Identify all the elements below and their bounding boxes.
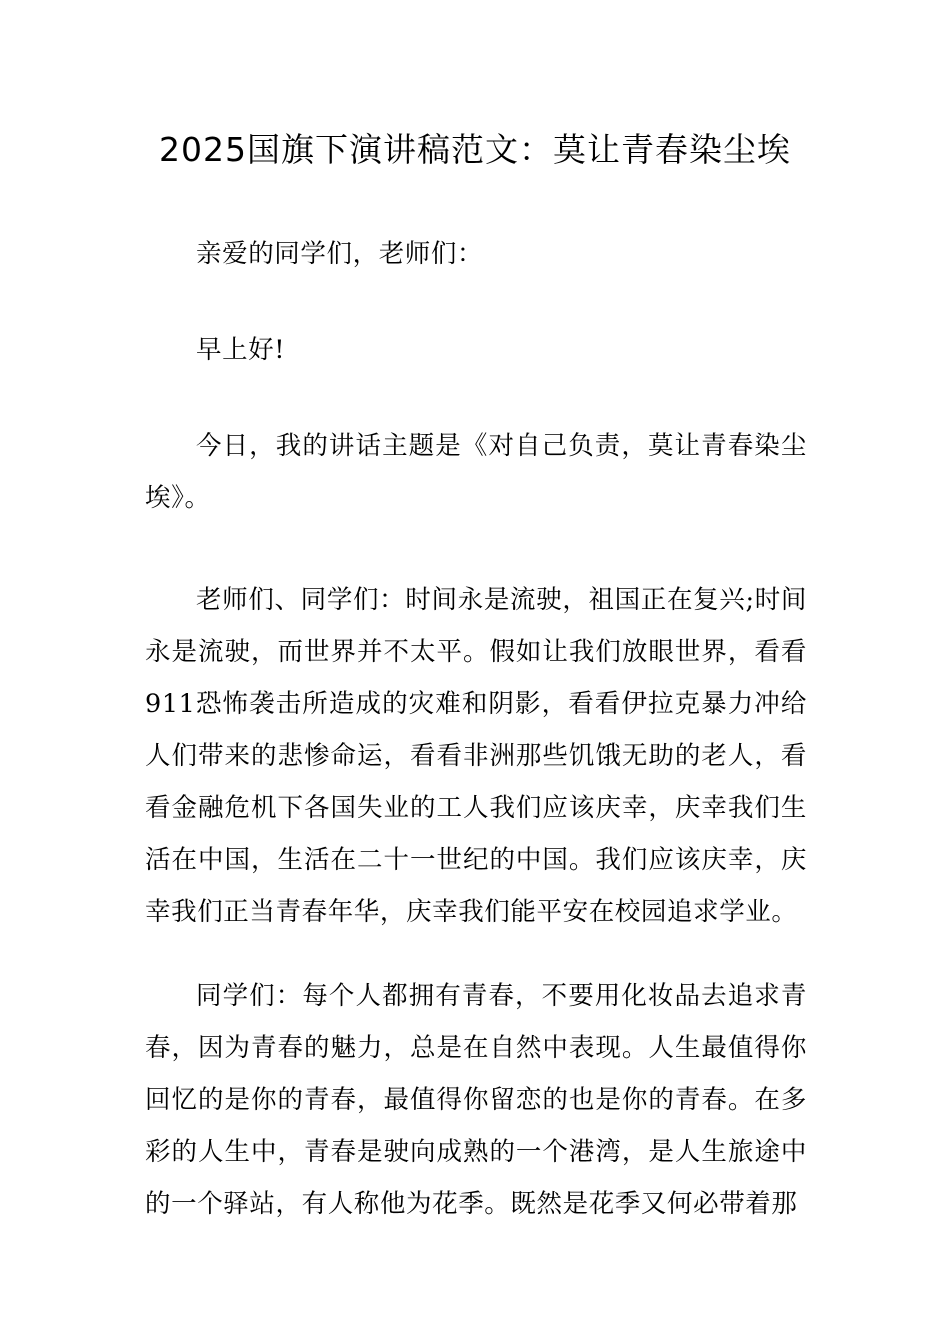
- salutation-paragraph: 亲爱的同学们，老师们：: [196, 239, 484, 269]
- topic-paragraph: 今日，我的讲话主题是《对自己负责，莫让青春染尘埃》。: [145, 431, 807, 513]
- greeting-paragraph: 早上好!: [196, 335, 286, 365]
- document-title: 2025国旗下演讲稿范文：莫让青春染尘埃: [159, 130, 791, 169]
- body-paragraph: 同学们：每个人都拥有青春，不要用化妆品去追求青春，因为青春的魅力，总是在自然中表现。人生最值得你回忆的是你的青春，最值得你留恋的也是你的青春。在多彩的人生中，青春是驶向成熟的一个港湾，是人生旅途中的一个驿站，有人称他为花季。既然是花季又何必带着那: [145, 981, 807, 1219]
- body-paragraph: 老师们、同学们：时间永是流驶，祖国正在复兴;时间永是流驶，而世界并不太平。假如让我们放眼世界，看看911恐怖袭击所造成的灾难和阴影，看看伊拉克暴力冲给人们带来的悲惨命运，看看非洲那些饥饿无助的老人，看看金融危机下各国失业的工人我们应该庆幸，庆幸我们生活在中国，生活在二十一世纪的中国。我们应该庆幸，庆幸我们正当青春年华，庆幸我们能平安在校园追求学业。: [145, 585, 807, 927]
